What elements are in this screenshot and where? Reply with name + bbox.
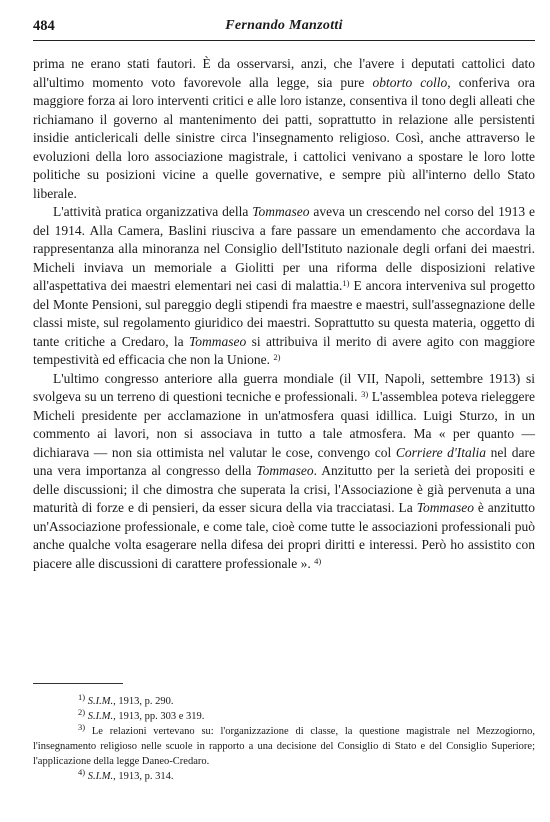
paragraph-3-text-f: . Anzitutto per la serietà dei propositi e delle discussioni; il che dimostra che superata la crisi, l'Associazione è già pervenuta a una maturità di forze e di pensieri, da esser sicura della via tracciatasi. La [33, 463, 535, 515]
journal-name: Tommaseo [256, 463, 314, 478]
paragraph-2-text-f: si attribuiva il merito di avere agito con maggiore tempestività ed efficacia che non la Unione. [33, 333, 535, 367]
paragraph-2-text-d: E ancora interveniva sul progetto del Monte Pensioni, sul pareggio degli stipendi fra maestre e maestri, sull'assegnazione delle classi miste, sul regolamento giuridico dei maestri. Soprattutto su questa materia, oggetto di tante critiche a Credaro, la [33, 278, 536, 349]
body-text [33, 55, 535, 573]
footnote-4-mark: 4) [78, 767, 86, 777]
page-number: 484 [33, 18, 55, 34]
paragraph-3-text-b: L'assemblea poteva rieleggere Micheli presidente per acclamazione in un'atmosfera quasi idillica. Luigi Sturzo, in un commento ai lavori, non si associava in tutto a tale atmosfera. Ma « per quanto — dichiarava — non sia ottimista nel valutar le cose, convengo col [33, 389, 536, 460]
footnotes [33, 694, 535, 784]
paragraph-3-text-h: è anzitutto un'Associazione professionale, e come tale, cioè come tutte le associazioni professionali può anche qualche volta esagerare nella difesa dei propri diritti e interessi. Però ho assistito con piacere alle discussioni di carattere professionale ». [33, 500, 536, 571]
paragraph-2-text-a: L'attività pratica organizzativa della [53, 204, 253, 219]
paragraph-1 [33, 55, 535, 203]
paragraph-2 [33, 203, 535, 370]
journal-name: Tommaseo [189, 333, 247, 349]
paragraph-3 [33, 370, 535, 574]
footnote-3-mark: 3) [78, 722, 86, 732]
newspaper-name: Corriere d'Italia [395, 444, 487, 460]
paragraph-3-text-d: nel dare una vera importanza al congresso della [33, 444, 535, 478]
footnote-ref-3: 3) [361, 389, 369, 399]
footnote-ref-1: 1) [342, 278, 350, 288]
footnote-ref-4: 4) [314, 555, 322, 566]
latin-phrase: obtorto collo [372, 74, 448, 90]
footnote-1-rest: , 1913, p. 290. [113, 696, 174, 707]
paragraph-3-text-a: L'ultimo congresso anteriore alla guerra mondiale (il VII, Napoli, settembre 1913) si svolgeva su un terreno di questioni tecniche e professionali. [33, 370, 535, 404]
footnote-divider [33, 683, 123, 684]
footnote-ref-2: 2) [273, 352, 281, 362]
journal-name: Tommaseo [416, 500, 474, 515]
footnote-4-rest: , 1913, p. 314. [113, 771, 174, 782]
footnote-4 [33, 769, 535, 784]
footnote-4-source: S.I.M. [87, 771, 114, 782]
footnote-2-source: S.I.M. [87, 711, 114, 722]
footnote-1-source: S.I.M. [87, 696, 114, 707]
footnote-3-text: Le relazioni vertevano su: l'organizzazione di classe, la questione magistrale nel Mezzogiorno, l'insegnamento religioso nelle scuole in rapporto a una decisione del Consiglio di Stato e del Consiglio Superiore; l'applicazione della legge Daneo-Credaro. [33, 726, 536, 767]
paragraph-1-text: prima ne erano stati fautori. È da osservarsi, anzi, che l'avere i deputati cattolici dato all'ultimo momento voto favorevole alla legge, sia pure obtorto collo, conferiva ora maggiore forza ai loro interventi critici e alle loro istanze, consentiva il tono degli alleati che richiamano il governo al mantenimento dei patti, soprattutto in relazione alle persistenti insidie anticlericali delle sinistre circa l'insegnamento religioso. Così, anche attraverso le evoluzioni della loro associazione magistrale, i cattolici venivano a spostare le loro lotte politiche su posizioni vicine a quelle governative, e sempre più all'interno dello Stato liberale. [33, 56, 535, 201]
footnote-2-rest: , 1913, pp. 303 e 319. [113, 711, 205, 722]
paragraph-2-text-c: aveva un crescendo nel corso del 1913 e del 1914. Alla Camera, Baslini riusciva a fare passare un emendamento che accordava la rappresentanza alla minoranza nel Consiglio dell'Istituto nazionale degli orfani dei maestri. Micheli inviava un memoriale a Giolitti per una riforma delle disposizioni relative all'aspettativa dei maestri elementari nei casi di malattia. [33, 204, 535, 293]
journal-name: Tommaseo [252, 204, 310, 219]
footnote-1 [33, 694, 535, 709]
footnote-2 [33, 709, 535, 724]
footnote-1-mark: 1) [78, 692, 86, 702]
running-head: Fernando Manzotti [225, 18, 343, 33]
footnote-3 [33, 724, 535, 769]
page-header [33, 18, 535, 41]
footnote-2-mark: 2) [78, 707, 86, 717]
